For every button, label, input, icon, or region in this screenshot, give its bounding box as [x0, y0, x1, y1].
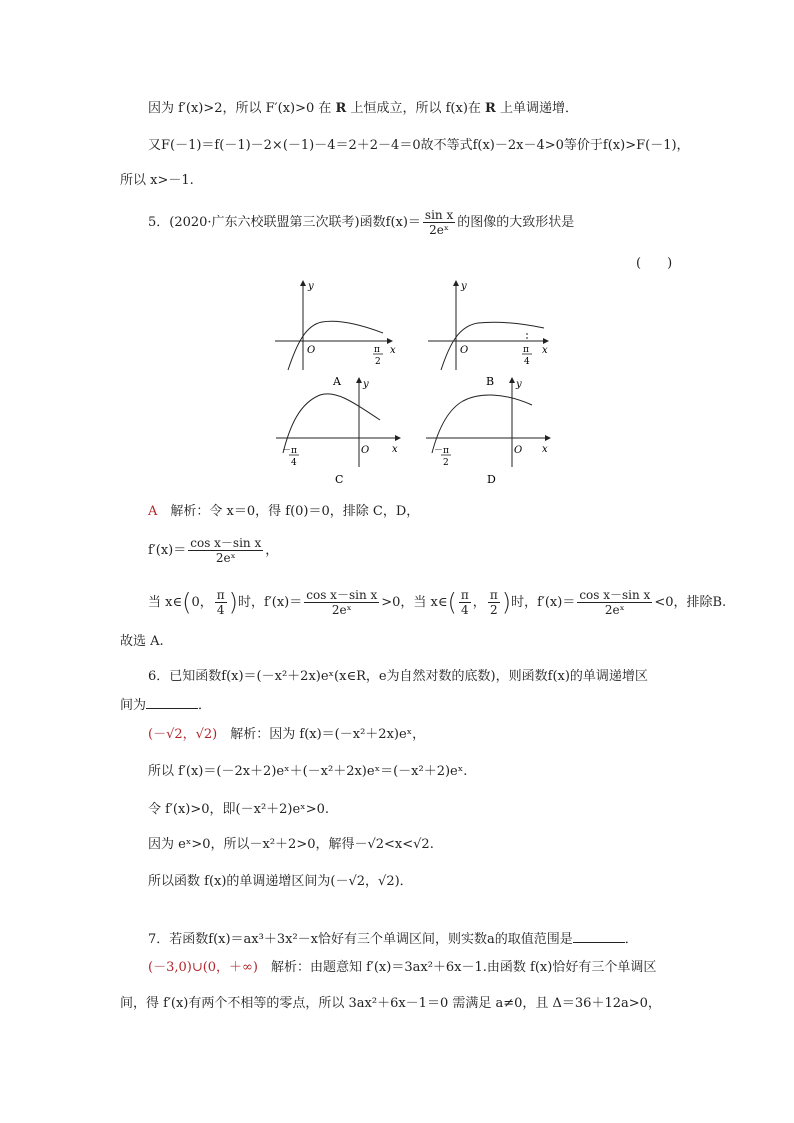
- graph-a-x-label: x: [390, 345, 396, 356]
- answer-7-line-2: 间，得 f′(x)有两个不相等的零点，所以 3ax²＋6x－1＝0 需满足 a≠0，且 Δ＝36＋12a>0，: [120, 996, 661, 1011]
- graph-d-y-label: y: [516, 379, 522, 390]
- fraction: $\frac{\text{sin x}}{\text{2eˣ}}$: [424, 208, 454, 237]
- answer-5-line-4: 故选 A.: [120, 634, 164, 649]
- answer-7-line-1: (－3,0)∪(0，＋∞) 解析：由题意知 f′(x)＝3ax²＋6x－1.由函数 f(x)恰好有三个单调区: [148, 960, 657, 975]
- graph-a-y-label: y: [308, 281, 314, 292]
- graph-c-tick-den: 4: [291, 458, 297, 468]
- answer-6-line-4: 因为 eˣ>0，所以－x²＋2>0，解得－√2<x<√2.: [148, 837, 434, 852]
- answer-5-choice: A: [148, 504, 158, 519]
- text-line-2: 又F(－1)＝f(－1)－2×(－1)－4＝2＋2－4＝0故不等式f(x)－2x－4>0等价于f(x)>F(－1)，: [148, 138, 690, 153]
- text-line-3: 所以 x>－1.: [120, 173, 194, 188]
- answer-7-value: (－3,0)∪(0，＋∞): [148, 960, 258, 975]
- question-6-line-1: 6．已知函数f(x)＝(－x²＋2x)eˣ(x∈R，e为自然对数的底数)，则函数f(x)的单调递增区: [148, 669, 648, 684]
- graph-c-x-label: x: [392, 444, 398, 455]
- answer-6-line-5: 所以函数 f(x)的单调递增区间为(－√2，√2)．: [148, 874, 413, 889]
- answer-6-value: (－√2，√2): [148, 727, 218, 742]
- question-7-line-1: 7．若函数f(x)＝ax³＋3x²－x恰好有三个单调区间，则实数a的取值范围是 ．: [148, 932, 638, 947]
- graph-d-x-label: x: [542, 444, 548, 455]
- text-line-1: 因为 f′(x)>2，所以 F′(x)>0 在 R 上恒成立，所以 f(x)在 R 上单调递增．: [148, 101, 578, 116]
- graph-a-label: A: [333, 375, 341, 388]
- graph-b-origin: O: [460, 345, 469, 356]
- graph-d-tick-num: －π: [434, 446, 449, 456]
- answer-blank: [146, 696, 198, 709]
- graph-a-tick-den: 2: [375, 357, 381, 367]
- graph-a-origin: O: [307, 345, 316, 356]
- graph-c-tick-num: －π: [282, 446, 297, 456]
- graph-b-x-label: x: [542, 345, 548, 356]
- answer-5-line-2: f′(x)＝ $\frac{\text{cos x－sin x}}{\text{2eˣ}}$ ，: [148, 536, 279, 565]
- graph-b-tick-den: 4: [524, 357, 530, 367]
- answer-6-line-2: 所以 f′(x)＝(－2x＋2)eˣ＋(－x²＋2x)eˣ＝(－x²＋2)eˣ.: [148, 764, 468, 779]
- graph-b-y-label: y: [461, 281, 467, 292]
- answer-6-line-1: (－√2，√2) 解析：因为 f(x)＝(－x²＋2x)eˣ，: [148, 727, 426, 742]
- graph-b-tick-num: π: [523, 345, 529, 355]
- graph-d-origin: O: [514, 445, 523, 456]
- graph-c-label: C: [335, 473, 344, 486]
- graph-c-y-label: y: [363, 379, 369, 390]
- question-6-line-2: 间为 ．: [120, 698, 212, 713]
- answer-6-line-3: 令 f′(x)>0，即(－x²＋2)eˣ>0.: [148, 802, 329, 817]
- graph-a-tick-num: π: [374, 345, 380, 355]
- graph-b: [428, 281, 548, 370]
- answer-5-line-3: 当 x∈(0， $\frac{\pi}{4}$ )时，f′(x)＝ $\frac{\text{cos x－sin x}}{\text{2eˣ}}$ >0，当 x∈( $\frac{\pi}{4}$ ， $\frac{\pi}{2}$ )时，f′(x)＝ $\frac{\text{cos x－sin x}}{\text{2eˣ}}$ <0，排除B.: [148, 588, 727, 617]
- question-5-stem: 5．(2020·广东六校联盟第三次联考)函数f(x)＝ $\frac{\text{sin x}}{\text{2eˣ}}$ 的图像的大致形状是: [148, 208, 575, 237]
- answer-paren: ( ): [636, 256, 673, 271]
- answer-5-line-1: A 解析：令 x＝0，得 f(0)＝0，排除 C，D，: [148, 504, 420, 519]
- graph-d-label: D: [487, 473, 496, 486]
- graph-b-label: B: [486, 375, 495, 388]
- graph-c-origin: O: [361, 445, 370, 456]
- option-graphs: [0, 275, 794, 495]
- graph-d-tick-den: 2: [443, 458, 449, 468]
- answer-blank: [573, 930, 625, 943]
